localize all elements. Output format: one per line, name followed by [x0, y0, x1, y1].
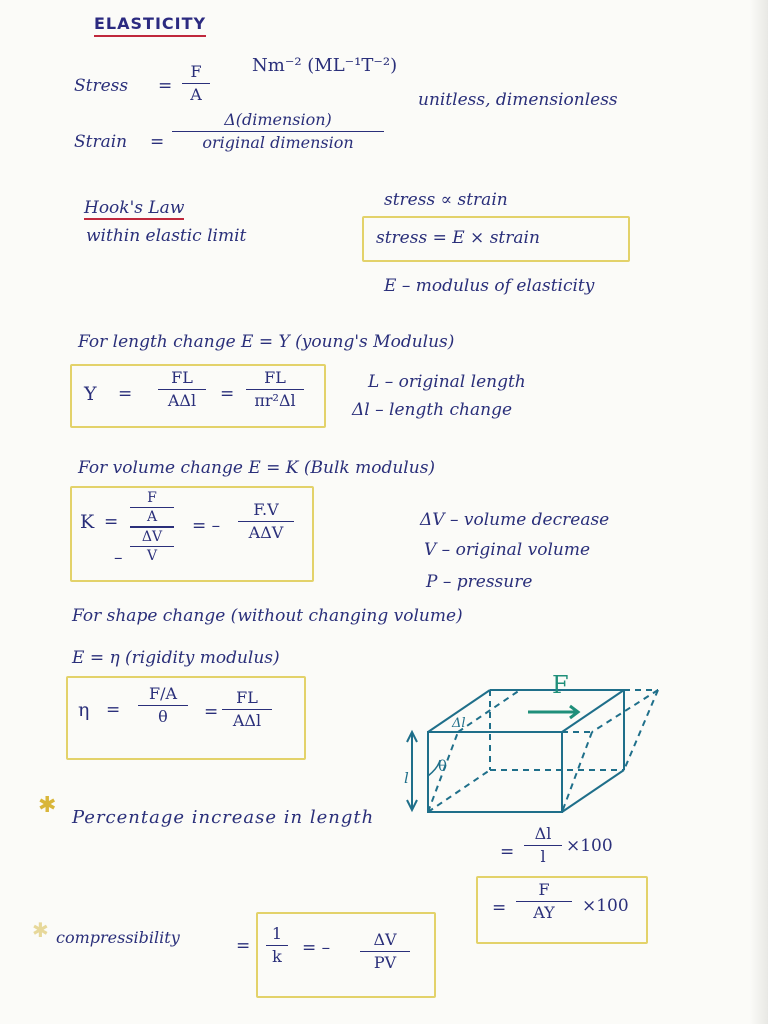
shear-box-diagram — [400, 668, 670, 828]
hooke-condition: within elastic limit — [86, 226, 247, 246]
bulk-fb-denominator: V — [146, 548, 158, 564]
young-f2-denominator: πr²Δl — [254, 391, 296, 410]
percentage-times-2: ×100 — [582, 896, 629, 916]
bulk-fraction-2 — [238, 500, 294, 543]
compressibility-f1-numerator: 1 — [271, 924, 283, 943]
strain-note: unitless, dimensionless — [418, 90, 618, 110]
percentage-f2-denominator: AY — [533, 903, 555, 922]
notebook-page: ELASTICITY Stress = F A Nm⁻² (ML⁻¹T⁻²) Strain = Δ(dimension) original dimension unitless, dimensionless Hook's Law within elastic limit stress ∝ strain stress = E × strain E – modulus of elasticity For length change E = Y (young's Modulus) Y = FL AΔl = FL πr²Δl L – original length Δl – length change For volume change E = K (Bulk modulus) K = F A ΔV V – = – F.V AΔV ΔV – volume decrease V – original volume P – pressure For shape change (without changing volume) E = η (rigidity modulus) η = F/A θ = FL AΔl F Δl θ l ✱ Percentage increase in length = Δl l ×100 = F AY ×100 ✱ compressibility = 1 k = – ΔV PV — [0, 0, 768, 1024]
stress-equals: = — [158, 76, 173, 96]
hooke-equation: stress = E × strain — [376, 228, 540, 248]
percentage-f1-denominator: l — [540, 847, 546, 866]
page-title: ELASTICITY — [94, 14, 206, 37]
rigidity-f1-numerator: F/A — [148, 684, 178, 703]
diagram-front-face — [428, 732, 562, 812]
compressibility-label: compressibility — [56, 928, 180, 947]
percentage-equals: = — [500, 842, 515, 862]
young-f1-numerator: FL — [171, 368, 193, 387]
strain-label: Strain — [74, 132, 128, 152]
star-icon-faint: ✱ — [32, 918, 49, 942]
compressibility-equals: = — [236, 936, 251, 956]
percentage-f2-numerator: F — [538, 880, 550, 899]
rigidity-intro-2: E = η (rigidity modulus) — [72, 648, 280, 668]
bulk-fb-numerator: ΔV — [141, 529, 163, 545]
rigidity-f1-denominator: θ — [158, 707, 168, 726]
rigidity-fraction-1 — [138, 684, 188, 727]
stress-denominator: A — [190, 85, 202, 104]
young-f2-numerator: FL — [264, 368, 286, 387]
percentage-fraction-2 — [516, 880, 572, 923]
percentage-times-1: ×100 — [566, 836, 613, 856]
bulk-fa-denominator: A — [146, 509, 158, 525]
rigidity-f2-denominator: AΔl — [232, 711, 262, 730]
strain-denominator: original dimension — [202, 133, 354, 152]
star-icon: ✱ — [38, 793, 57, 818]
compressibility-fraction-1 — [266, 924, 288, 967]
bulk-legend-v: V – original volume — [424, 540, 591, 560]
bulk-fa-numerator: F — [147, 490, 157, 506]
bulk-legend-p: P – pressure — [426, 572, 533, 592]
strain-equals: = — [150, 132, 165, 152]
stress-fraction — [182, 62, 210, 105]
bulk-legend-dv: ΔV – volume decrease — [420, 510, 610, 530]
young-f1-denominator: AΔl — [167, 391, 197, 410]
rigidity-fraction-2 — [222, 688, 272, 731]
diagram-length-label: l — [404, 769, 409, 787]
compressibility-fraction-2 — [360, 930, 410, 973]
stress-label: Stress — [74, 76, 129, 96]
compressibility-equals-2: = – — [302, 938, 331, 958]
rigidity-lhs: η — [78, 699, 90, 721]
young-lhs: Y — [84, 383, 97, 405]
diagram-force-label: F — [552, 671, 569, 699]
young-intro: For length change E = Y (young's Modulus) — [78, 332, 455, 352]
percentage-fraction-1 — [524, 824, 562, 867]
compressibility-f2-denominator: PV — [373, 953, 397, 972]
compressibility-f1-denominator: k — [272, 947, 282, 966]
bulk-fraction-1 — [130, 490, 174, 564]
bulk-intro: For volume change E = K (Bulk modulus) — [78, 458, 436, 478]
rigidity-f2-numerator: FL — [236, 688, 258, 707]
young-fraction-2 — [246, 368, 304, 411]
percentage-text: Percentage increase in length — [72, 807, 375, 828]
strain-fraction — [172, 110, 384, 153]
percentage-f1-numerator: Δl — [534, 824, 552, 843]
diagram-dl-label: Δl — [452, 716, 466, 731]
hooke-proportion: stress ∝ strain — [384, 190, 508, 210]
young-fraction-1 — [158, 368, 206, 411]
modulus-definition: E – modulus of elasticity — [384, 276, 595, 296]
percentage-equals-2: = — [492, 898, 507, 918]
bulk-f2-denominator: AΔV — [248, 523, 284, 542]
bulk-f2-numerator: F.V — [253, 500, 279, 519]
young-legend-change: Δl – length change — [352, 400, 513, 420]
diagram-theta-label: θ — [438, 757, 448, 775]
stress-numerator: F — [190, 62, 202, 81]
stress-unit: Nm⁻² (ML⁻¹T⁻²) — [252, 55, 398, 76]
hooke-title: Hook's Law — [84, 198, 185, 218]
compressibility-f2-numerator: ΔV — [373, 930, 397, 949]
young-legend-length: L – original length — [368, 372, 526, 392]
rigidity-intro-1: For shape change (without changing volume) — [72, 606, 463, 626]
strain-numerator: Δ(dimension) — [224, 110, 332, 129]
page-edge-shadow — [750, 0, 768, 1024]
bulk-lhs: K — [80, 511, 95, 533]
